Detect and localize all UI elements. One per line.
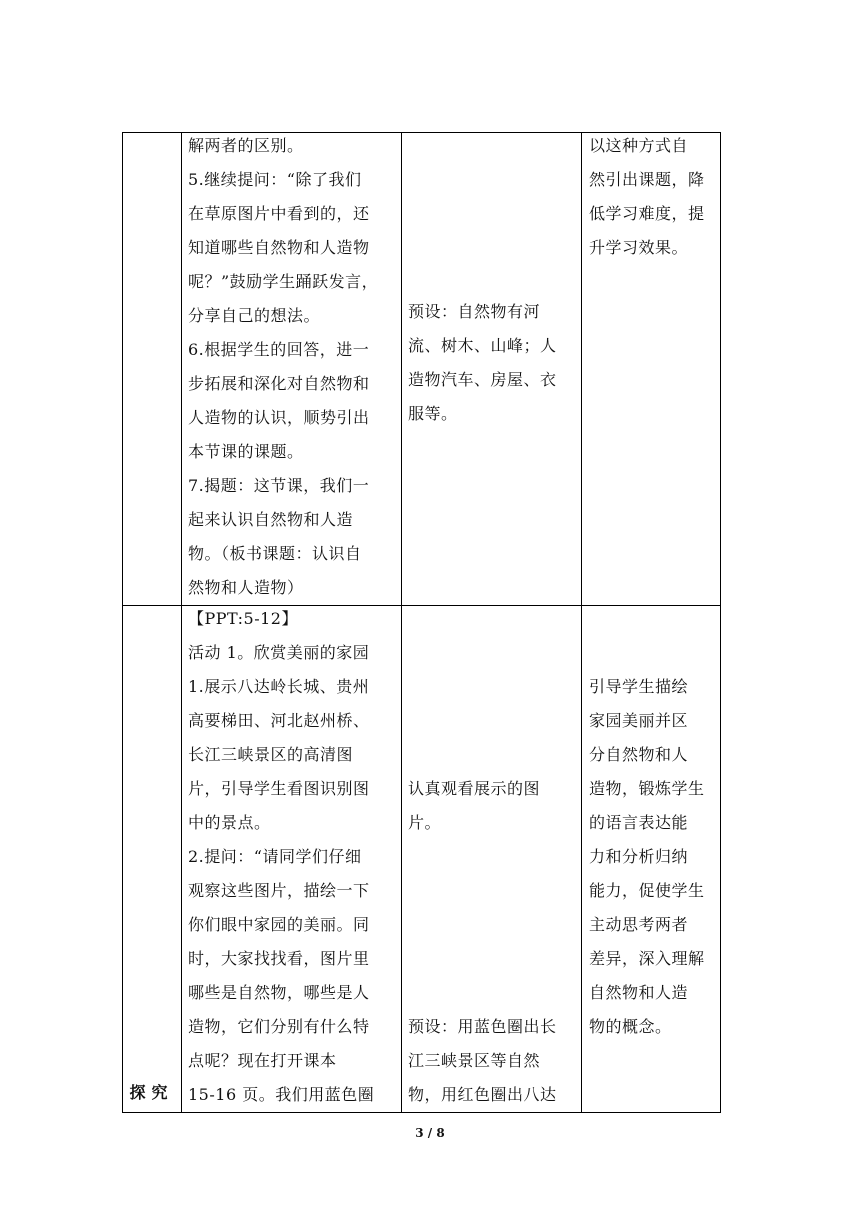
text-line: 7.揭题：这节课，我们一 xyxy=(188,476,370,495)
text-line: 的语言表达能 xyxy=(589,813,689,832)
text-line: 1.展示八达岭长城、贵州 xyxy=(188,677,370,696)
text-line: 哪些是自然物，哪些是人 xyxy=(188,983,370,1002)
text-line: 低学习难度，提 xyxy=(589,204,705,223)
text-line: 造物，它们分别有什么特 xyxy=(188,1017,370,1036)
text-line: 15-16 页。我们用蓝色圈 xyxy=(188,1085,375,1104)
text-line: 中的景点。 xyxy=(188,813,271,832)
column-divider-3 xyxy=(581,132,582,1113)
text-line: 能力，促使学生 xyxy=(589,881,705,900)
text-line: 流、树木、山峰；人 xyxy=(408,336,557,355)
text-line: 本节课的课题。 xyxy=(188,442,304,461)
page-number: 3 / 8 xyxy=(415,1126,445,1140)
text-line: 分享自己的想法。 xyxy=(188,306,321,325)
text-line: 5.继续提问：“除了我们 xyxy=(188,170,362,189)
text-line: 点呢？现在打开课本 xyxy=(188,1051,337,1070)
text-line: 解两者的区别。 xyxy=(188,136,304,155)
text-line: 主动思考两者 xyxy=(589,915,689,934)
text-line: 服等。 xyxy=(408,404,458,423)
text-line: 高要梯田、河北赵州桥、 xyxy=(188,711,370,730)
text-line: 呢？”鼓励学生踊跃发言， xyxy=(188,272,379,291)
text-line: 分自然物和人 xyxy=(589,745,689,764)
row1-student-activity xyxy=(408,295,580,431)
text-line: 江三峡景区等自然 xyxy=(408,1051,541,1070)
text-line: 观察这些图片，描绘一下 xyxy=(188,881,370,900)
table-border-right xyxy=(720,132,721,1113)
column-divider-1 xyxy=(181,132,182,1113)
text-line: 然引出课题，降 xyxy=(589,170,705,189)
column-divider-2 xyxy=(401,132,402,1113)
text-line: 认真观看展示的图 xyxy=(408,779,541,798)
text-line: 人造物的认识，顺势引出 xyxy=(188,408,370,427)
text-line: 6.根据学生的回答，进一 xyxy=(188,340,370,359)
text-line: 在草原图片中看到的，还 xyxy=(188,204,370,223)
text-line: 片。 xyxy=(408,813,442,832)
text-line: 片，引导学生看图识别图 xyxy=(188,779,370,798)
text-line: 差异，深入理解 xyxy=(589,949,705,968)
text-line: 升学习效果。 xyxy=(589,238,689,257)
row2-teacher-activity xyxy=(188,602,398,1112)
text-line: 时，大家找找看，图片里 xyxy=(188,949,370,968)
row1-teacher-activity xyxy=(188,129,398,605)
text-line: 【PPT:5-12】 xyxy=(188,609,298,628)
stage-label: 探究 xyxy=(129,1083,174,1102)
text-line: 物的概念。 xyxy=(589,1017,672,1036)
text-line: 以这种方式自 xyxy=(589,136,689,155)
text-line: 步拓展和深化对自然物和 xyxy=(188,374,370,393)
text-line: 家园美丽并区 xyxy=(589,711,689,730)
text-line: 活动 1。欣赏美丽的家园 xyxy=(188,643,370,662)
text-line: 物，用红色圈出八达 xyxy=(408,1085,557,1104)
text-line: 力和分析归纳 xyxy=(589,847,689,866)
lesson-plan-table xyxy=(122,132,721,1113)
text-line: 知道哪些自然物和人造物 xyxy=(188,238,370,257)
table-border-bottom xyxy=(122,1112,721,1113)
text-line: 起来认识自然物和人造 xyxy=(188,510,354,529)
text-line: 2.提问：“请同学们仔细 xyxy=(188,847,362,866)
text-line: 预设：自然物有河 xyxy=(408,302,541,321)
row2-student-activity-2 xyxy=(408,1010,580,1112)
text-line: 物。（板书课题：认识自 xyxy=(188,544,362,563)
text-line: 长江三峡景区的高清图 xyxy=(188,745,354,764)
text-line: 你们眼中家园的美丽。同 xyxy=(188,915,370,934)
text-line: 然物和人造物） xyxy=(188,578,304,597)
text-line: 引导学生描绘 xyxy=(589,677,689,696)
text-line: 造物，锻炼学生 xyxy=(589,779,705,798)
table-border-left xyxy=(122,132,123,1113)
row2-student-activity-1 xyxy=(408,772,580,840)
row2-design-intent xyxy=(589,670,719,1044)
text-line: 自然物和人造 xyxy=(589,983,689,1002)
text-line: 造物汽车、房屋、衣 xyxy=(408,370,557,389)
row1-design-intent xyxy=(589,129,719,265)
text-line: 预设：用蓝色圈出长 xyxy=(408,1017,557,1036)
